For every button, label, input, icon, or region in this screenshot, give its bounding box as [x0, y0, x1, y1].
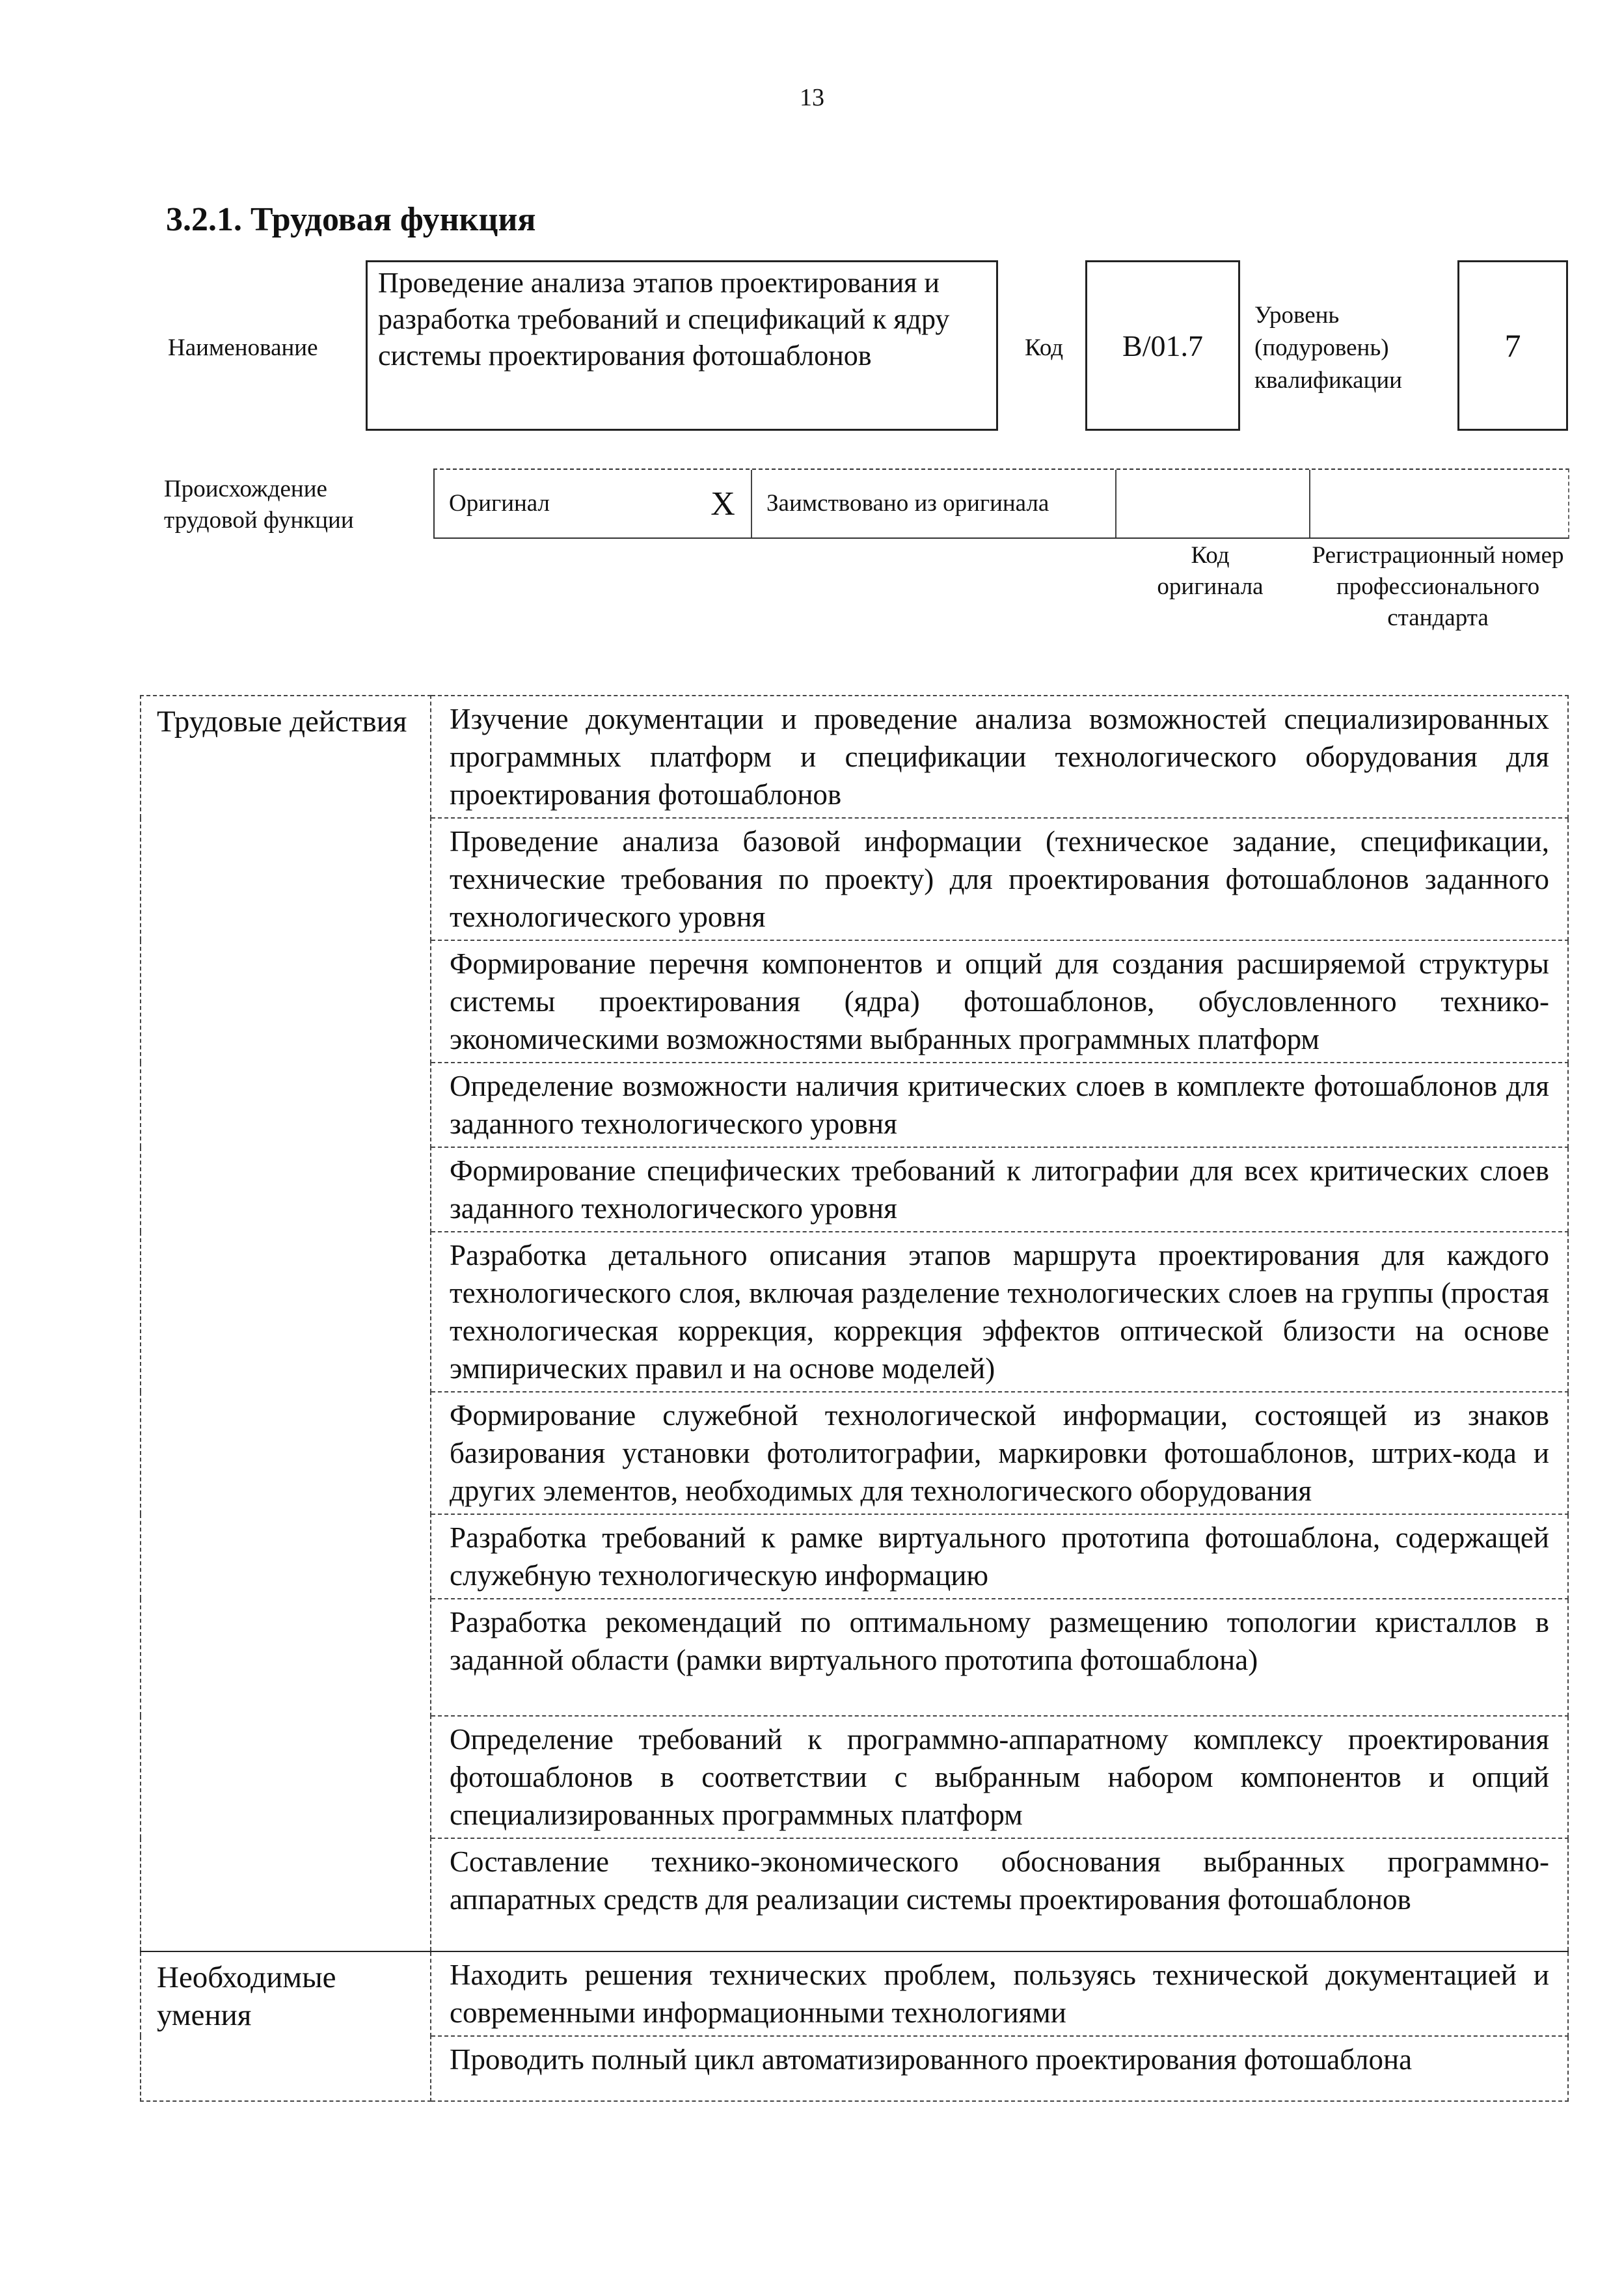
code-value-box [1085, 260, 1240, 431]
origin-table [433, 469, 1569, 539]
labor-actions-label [141, 696, 431, 1951]
labor-action-item: Разработка требований к рамке виртуального прототипа фотошаблона, содержащей служебную технологическую информацию [431, 1514, 1568, 1599]
labor-action-item: Определение возможности наличия критических слоев в комплекте фотошаблонов для заданного технологического уровня [431, 1063, 1568, 1147]
function-title: Проведение анализа этапов проектирования и разработка требований и спецификаций к ядру системы проектирования фотошаблонов [378, 267, 950, 372]
code-label: Код [1025, 334, 1064, 361]
labor-action-item: Разработка рекомендаций по оптимальному размещению топологии кристаллов в заданной области (рамки виртуального прототипа фотошаблона) [431, 1599, 1568, 1716]
labor-action-item: Формирование перечня компонентов и опций для создания расширяемой структуры системы проектирования (ядра) фотошаблонов, обусловленного технико-экономическими возможностями выбранных программных платформ [431, 940, 1568, 1063]
name-label: Наименование [168, 334, 318, 361]
level-value: 7 [1504, 327, 1521, 364]
original-mark: X [710, 485, 735, 523]
original-label: Оригинал [449, 490, 550, 517]
regnum-cell [1310, 470, 1568, 537]
regnum-caption: Регистрационный номер профессионального стандарта [1312, 542, 1564, 631]
skill-item: Проводить полный цикл автоматизированного проектирования фотошаблона [431, 2036, 1568, 2101]
main-table [140, 695, 1569, 2102]
labor-actions-label-text: Трудовые действия [157, 705, 407, 739]
level-label: Уровень (подуровень) квалификации [1254, 302, 1402, 394]
borrowed-cell [752, 470, 1116, 537]
skills-label-text: Необходимые умения [157, 1961, 336, 2032]
page-number: 13 [800, 84, 824, 111]
labor-action-item: Проведение анализа базовой информации (техническое задание, спецификации, технические требования по проекту) для проектирования фотошаблонов заданного технологического уровня [431, 818, 1568, 940]
labor-action-item: Разработка детального описания этапов маршрута проектирования для каждого технологического слоя, включая разделение технологических слоев на группы (простая технологическая коррекция, коррекция эффектов оптической близости на основе эмпирических правил и на основе моделей) [431, 1232, 1568, 1392]
labor-action-item: Формирование служебной технологической информации, состоящей из знаков базирования установки фотолитографии, маркировки фотошаблонов, штрих-кода и других элементов, необходимых для технологического оборудования [431, 1392, 1568, 1514]
labor-action-item: Определение требований к программно-аппаратному комплексу проектирования фотошаблонов в соответствии с выбранным набором компонентов и опций специализированных программных платформ [431, 1716, 1568, 1838]
labor-action-item: Изучение документации и проведение анализа возможностей специализированных программных платформ и спецификации технологического оборудования для проектирования фотошаблонов [431, 696, 1568, 818]
borrowed-label: Заимствовано из оригинала [766, 490, 1049, 517]
labor-action-item: Формирование специфических требований к литографии для всех критических слоев заданного технологического уровня [431, 1147, 1568, 1232]
origin-code-cell [1116, 470, 1310, 537]
original-mark-cell [695, 470, 752, 537]
skills-label [141, 1951, 431, 2101]
origin-label: Происхождение трудовой функции [164, 476, 354, 534]
function-title-box [366, 260, 998, 431]
code-value: B/01.7 [1122, 329, 1203, 362]
skill-item: Находить решения технических проблем, пользуясь технической документацией и современными информационными технологиями [431, 1951, 1568, 2036]
section-heading: 3.2.1. Трудовая функция [166, 201, 536, 238]
origin-code-caption: Код оригинала [1157, 542, 1264, 600]
labor-action-item: Составление технико-экономического обоснования выбранных программно-аппаратных средств для реализации системы проектирования фотошаблонов [431, 1838, 1568, 1951]
level-value-box [1457, 260, 1568, 431]
